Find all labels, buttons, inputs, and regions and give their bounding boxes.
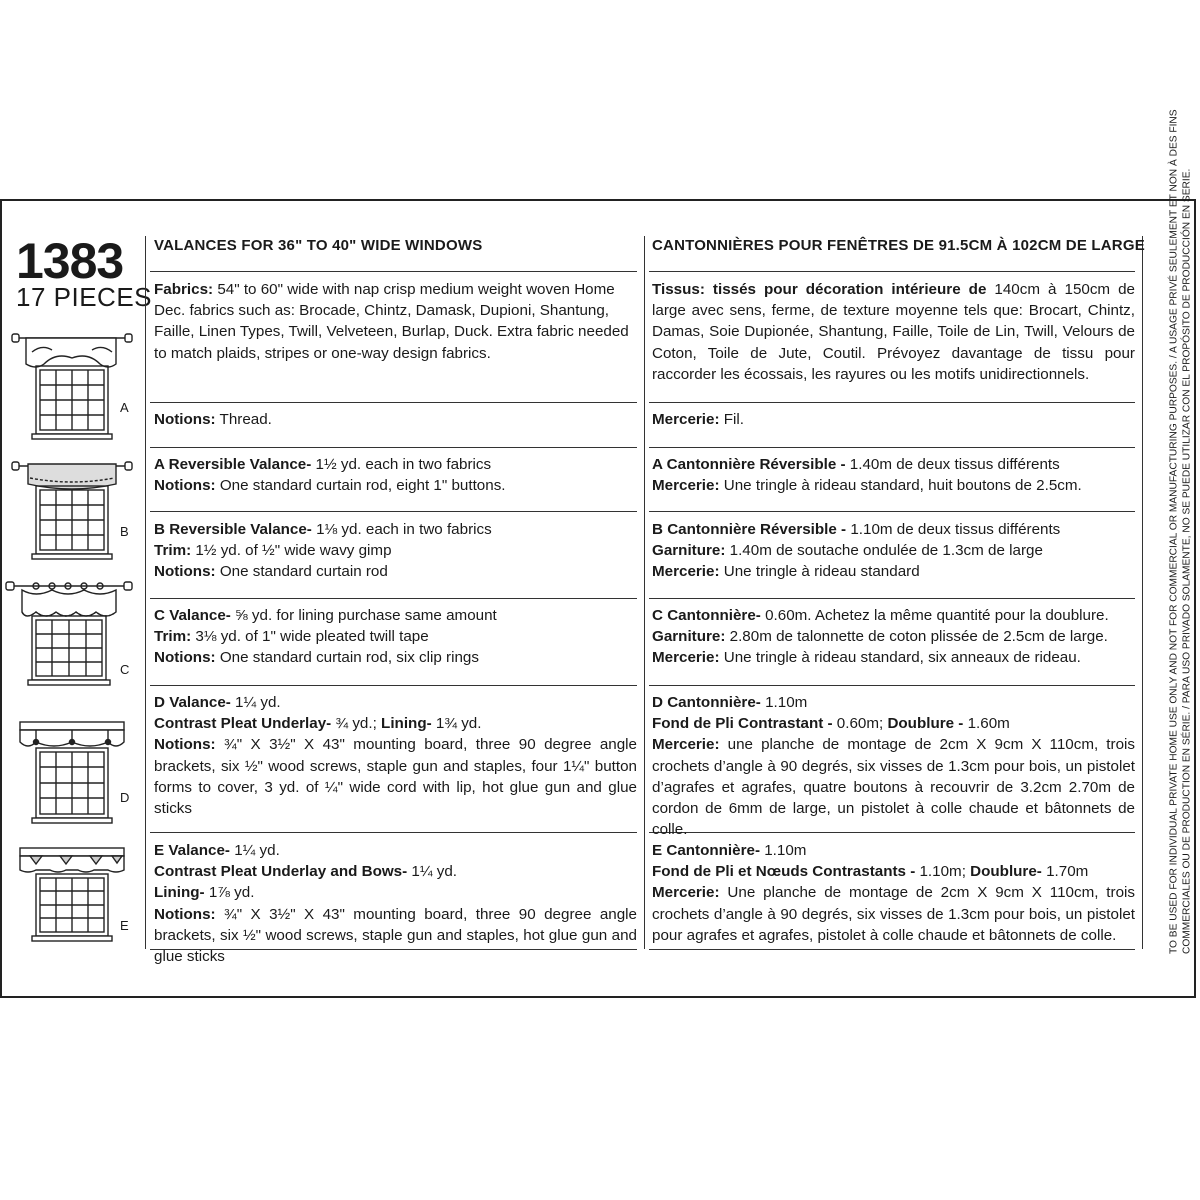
english-notions: Notions: Thread. xyxy=(154,411,272,428)
view-a-illustration xyxy=(12,322,132,440)
french-tissus: Tissus: tissés pour décoration intérieure de 140cm à 150cm de large avec sens, ferme, de texture moyenne tels que: Brocart, Chintz, Damas, Soie Dupionée, Shantung, Faille, Toile de Lin, Twill, Velours de Coton, Toile de Jute, Coutil. Prévoyez davantage de tissu pour raccorder les écossais, les rayures ou les motifs unidirectionnels. xyxy=(652,281,1135,383)
view-a-label: A xyxy=(120,400,129,415)
rule xyxy=(150,402,637,403)
usage-notice: TO BE USED FOR INDIVIDUAL PRIVATE HOME USE ONLY AND NOT FOR COMMERCIAL OR MANUFACTURING PURPOSES. / A USAGE PRIVÉ SEULEMENT ET NON À DES FINS COMMERCIALES OU DE PRODUCTION EN SÉRIE. / PARA USO PRIVADO SOLAMENTE, NO SE PUEDE UTILIZAR CON EL PROPÓSITO DE PRODUCCIÓN EN SERIE. xyxy=(1168,109,1192,954)
view-c-label: C xyxy=(120,662,130,677)
english-view-b: B Reversible Valance- 1⅛ yd. each in two fabrics Trim: 1½ yd. of ½" wide wavy gimp Notions: One standard curtain rod xyxy=(154,521,492,581)
view-c-illustration xyxy=(6,576,132,688)
french-view-a: A Cantonnière Réversible - 1.40m de deux tissus différents Mercerie: Une tringle à rideau standard, huit boutons de 2.5cm. xyxy=(652,456,1082,495)
french-view-b: B Cantonnière Réversible - 1.10m de deux tissus différents Garniture: 1.40m de soutache ondulée de 1.3cm de large Mercerie: Une tringle à rideau standard xyxy=(652,521,1061,581)
view-d-illustration xyxy=(14,716,130,826)
view-b-illustration xyxy=(12,454,132,562)
english-view-d: D Valance- 1¼ yd. Contrast Pleat Underlay- ¾ yd.; Lining- 1¾ yd. Notions: ¾" X 3½" X 43" mounting board, three 90 degree angle brackets, six ½" wood screws, staple gun and staples, four 1¼" button forms to cover, 3 yd. of ¼" wide cord with lip, hot glue gun and glue sticks xyxy=(154,694,637,818)
english-view-a: A Reversible Valance- 1½ yd. each in two fabrics Notions: One standard curtain rod, eight 1" buttons. xyxy=(154,456,506,495)
view-e-illustration xyxy=(14,846,130,944)
rule xyxy=(150,598,637,599)
rule xyxy=(150,511,637,512)
french-view-c: C Cantonnière- 0.60m. Achetez la même quantité pour la doublure. Garniture: 2.80m de talonnette de coton plissée de 2.5cm de large. Mercerie: Une tringle à rideau standard, six anneaux de rideau. xyxy=(652,607,1109,667)
pattern-number: 1383 xyxy=(16,233,124,289)
french-heading: CANTONNIÈRES POUR FENÊTRES DE 91.5CM À 102CM DE LARGE xyxy=(652,237,1145,254)
rule xyxy=(649,511,1135,512)
english-fabrics: Fabrics: 54" to 60" wide with nap crisp medium weight woven Home Dec. fabrics such as: Brocade, Chintz, Damask, Dupioni, Shantung, Faille, Linen Types, Twill, Velveteen, Burlap, Duck. Extra fabric needed to match plaids, stripes or one-way design fabrics. xyxy=(154,281,629,362)
rule xyxy=(649,685,1135,686)
rule xyxy=(150,832,637,833)
pieces-count: 17 PIECES xyxy=(16,282,153,312)
english-heading: VALANCES FOR 36" TO 40" WIDE WINDOWS xyxy=(154,237,483,254)
view-e-label: E xyxy=(120,918,129,933)
rule xyxy=(150,685,637,686)
french-view-d: D Cantonnière- 1.10m Fond de Pli Contrastant - 0.60m; Doublure - 1.60m Mercerie: une planche de montage de 2cm X 9cm X 110cm, trois crochets d’angle à 90 degrés, six visses de 1.3cm pour bois, un pistolet d’agrafes et agrafes, quatre boutons à recouvrir de 3.2cm 2.70m de cordon de 6mm de large, un pistolet à colle chaude et bâtonnets de colle. xyxy=(652,694,1135,839)
view-d-label: D xyxy=(120,790,130,805)
rule xyxy=(649,447,1135,448)
rule xyxy=(649,949,1135,950)
french-mercerie: Mercerie: Fil. xyxy=(652,411,745,428)
rule xyxy=(649,402,1135,403)
divider-middle xyxy=(644,236,645,949)
view-b-label: B xyxy=(120,524,129,539)
rule xyxy=(150,271,637,272)
rule xyxy=(150,447,637,448)
rule xyxy=(649,598,1135,599)
english-view-c: C Valance- ⅝ yd. for lining purchase same amount Trim: 3⅛ yd. of 1" wide pleated twill tape Notions: One standard curtain rod, six clip rings xyxy=(154,607,497,667)
french-view-e: E Cantonnière- 1.10m Fond de Pli et Nœuds Contrastants - 1.10m; Doublure- 1.70m Mercerie: Une planche de montage de 2cm X 9cm X 110cm, trois crochets d’angle à 90 degrés, six visses de 1.3cm pour bois, un pistolet pour agrafes et agrafes, pistolet à colle chaude et bâtonnets de colle. xyxy=(652,842,1135,944)
rule xyxy=(649,271,1135,272)
english-view-e: E Valance- 1¼ yd. Contrast Pleat Underlay and Bows- 1¼ yd. Lining- 1⅞ yd. Notions: ¾" X 3½" X 43" mounting board, three 90 degree angle brackets, six ½" wood screws, staple gun and staples, hot glue gun and glue sticks xyxy=(154,842,637,966)
divider-left xyxy=(145,236,146,949)
divider-right xyxy=(1142,236,1143,949)
